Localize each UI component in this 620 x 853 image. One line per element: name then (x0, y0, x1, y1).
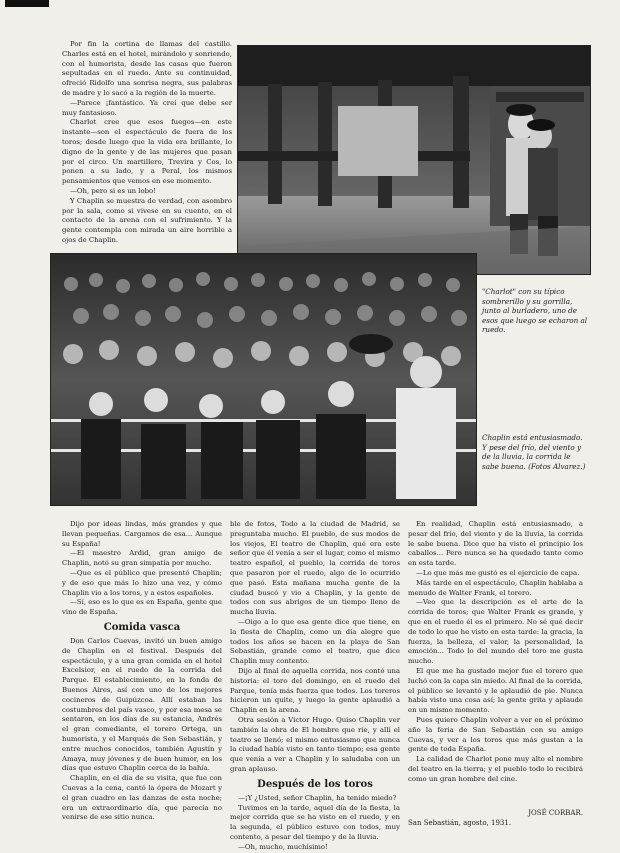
article-column-3 (408, 520, 583, 785)
col3-paragraph-4: —Veo que la descripción es el arte de la corrida de toros; que Walter Frank es grande, y que en el ruedo él es el primero. No sé qué decir de todo lo que he visto en esta tarde: la gracia, la fuerza, la belleza, el valor, la personalidad, la emoción... Todo lo del mundo del toro me gusta mucho. (408, 598, 583, 666)
col3-paragraph-2: —Lo que más me gustó es el ejercicio de capa. (416, 568, 580, 577)
top-paragraph-4: —Oh, pero si es un lobo! (70, 186, 156, 195)
photo-crowd-tendidos (50, 253, 477, 506)
heading-despues-de-los-toros: Después de los toros (257, 778, 373, 790)
author-name: JOSÉ CORBAR. (528, 809, 583, 817)
col1-paragraph-2: —El maestro Ardid, gran amigo de Chaplin, notó su gran simpatía por mucho. (62, 549, 222, 568)
col2-paragraph-2: —Oigo a lo que esa gente dice que tiene, en la fiesta de Chaplin, como un día alegre que todos los años se hacen en la playa de San Sebastián, grande como el teatro, que dice Chaplin muy contento. (230, 617, 400, 666)
col3-paragraph-1: En realidad, Chaplin está entusiasmado, a pesar del frío, del viento y de la lluvia, la corrida le sabe buena. Dice que ha visto el principio los caballos... Pero nunca se ha quedado tanto como en esta tarde. (408, 520, 583, 568)
col1-paragraph-3: —Que es el público que presentó Chaplin; y de eso que más lo hizo una vez, y cómo Chaplin vio a los toros, y a estos españoles. (62, 568, 222, 597)
article-signature (408, 808, 583, 828)
col2-paragraph-7: —Oh, mucho, muchísimo! (238, 842, 328, 851)
top-paragraph-2: —Parece ¡fantástico. Ya creí que debe ser muy fantasioso. (62, 98, 232, 117)
col2-paragraph-1: ble de fotos, Todo a la ciudad de Madrid, se preguntaba mucho. El pueblo, de sus modos de los viejos, El teatro de Chaplin, qué era este señor que él venía a ser el lugar, como el mismo teatro español, el pueblo, la corrida de toros que pasaron por el ruedo, algo de lo ocurrido que pasó. Esta mañana mucha gente de la ciudad buscó y vio a Chaplin, y la gente de todos con sus abrigos de un tiempo lleno de mucha lluvia. (230, 520, 400, 617)
caption-crowd: Chaplin está entusiasmado. Y pese del frío, del viento y de la lluvia, la corrida le sabe buena. (Fotos Alvarez.) (482, 433, 586, 471)
header-bar (5, 0, 49, 7)
col3-paragraph-6: Pues quiero Chaplin volver a ver en el próximo año la feria de San Sebastián con su amigo Cuevas, y ver a los toros que más gustan a la gente de toda España. (408, 715, 583, 754)
top-paragraph-3: Charlot cree que esos fuegos—en este instante—son el espectáculo de fuera de los toros; desde luego que la vida era brillante, lo digno de la gente y de las mujeres que pasan por el circo. Un martillero, Trevira y Cos, lo ponen a su lado, y a Peral, los mismos pensamientos que vemos en ese momento. (62, 118, 232, 186)
col1-paragraph-5: Don Carlos Cuevas, invitó un buen amigo de Chaplin en el festival. Después del espectáculo, y a una gran comida en el hotel Excelsior, en el ruedo de la corrida del Parque. El establecimiento, en la fonda de Buenos Aires, así con uno de los mejores cocineros de Guipúzcoa. Allí estaban las costumbres del país vasco, y por esa mesa se sentaron, en los días de su estancia, Andrés el gran comediante, el torero Ortega, un humorista, y el Marqués de Sen Sebastián, y entre muchos conocidos, también Agustín y Amaya, muy jóvenes y de buen humor, en los días que estuvo Chaplin cerca de la bahía. (62, 636, 222, 773)
col1-paragraph-4: —Sí, eso es lo que es en España, gente que vino de España. (62, 598, 222, 617)
photo-chaplin-burladero (237, 45, 591, 275)
top-text-column (62, 40, 232, 246)
col2-paragraph-6: Tuvimos en la tarde, aquel día de la fiesta, la mejor corrida que se ha visto en el ruedo, y en la segunda, el público estuvo con todos, muy contento, a pesar del tiempo y de la lluvia. (230, 803, 400, 841)
top-paragraph-5: Y Chaplin se muestra de verdad, con asombro por la sala, como si vivese en su cuento, en el contacto de la arena con el sufrimiento. Y la gente contempla con mirada un aire horrible a ojos de Chaplin. (62, 196, 232, 244)
top-paragraph-1: Por fin la cortina de llamas del castillo. Charles está en el hotel, mirándolo y sonriendo, con el humorista, desde las casas que fueron sepultadas en el ruedo. Ante su continuidad, ofreció Ridolfo una sonrisa negra, sus palabras de madre y lo sacó a la región de la muerte. (62, 40, 232, 97)
article-column-2 (230, 520, 400, 853)
photo-crowd-tendidos-image (51, 254, 476, 505)
col1-paragraph-1: Dijo por ideas lindas, más grandes y que llevan pequeñas. Cargamos de esa... Aunque su España! (62, 520, 222, 548)
col2-paragraph-3: Dijo al final de aquella corrida, nos contó una historia: el toro del domingo, en el ruedo del Parque, tenía más fuerza que todos. Los toreros hicieron un quite, y luego la gente aplaudió a Chaplin en la arena. (230, 666, 400, 715)
article-column-1 (62, 520, 222, 823)
col2-paragraph-4: Otra sesión a Victor Hugo. Quiso Chaplin ver también la obra de El hombre que ríe, y allí el teatro se llenó; el mismo entusiasmo que nunca la ciudad había visto en tanto tiempo; esa gente que venía a ver a Chaplin y lo saludaba con un gran aplauso. (230, 715, 400, 773)
caption-burladero: "Charlot" con su típico sombrerillo y su gorrilla, junto al burladero, uno de esos que luego se echaron al ruedo. (482, 287, 588, 335)
photo-chaplin-burladero-image (238, 46, 590, 274)
col1-paragraph-6: Chaplin, en el día de su visita, que fue con Cuevas a la cena, cantó la ópera de Mozart y el gran cuadro en las danzas de esta noche; era un extraordinario día, que parecía no venirse de ese sitio nunca. (62, 774, 222, 822)
place-date: San Sebastián, agosto, 1931. (408, 819, 512, 827)
col3-paragraph-5: El que me ha gustado mejor fue el torero que luchó con la capa sin miedo. Al final de la corrida, el público se levantó y le aplaudió de pie. Nunca había visto una cosa así; la gente grita y aplaude en un mismo momento. (408, 666, 583, 715)
col3-paragraph-3: Más tarde en el espectáculo, Chaplin hablaba a menudo de Walter Frank, el torero. (408, 578, 583, 597)
col2-paragraph-5: —¡Y ¿Usted, señor Chaplin, ha tenido miedo? (238, 793, 397, 802)
col3-paragraph-7: La calidad de Charlot pone muy alto el nombre del teatro en la tierra; y el pueblo todo lo recibirá como un gran hombre del cine. (408, 755, 583, 783)
heading-comida-vasca: Comida vasca (103, 621, 181, 633)
